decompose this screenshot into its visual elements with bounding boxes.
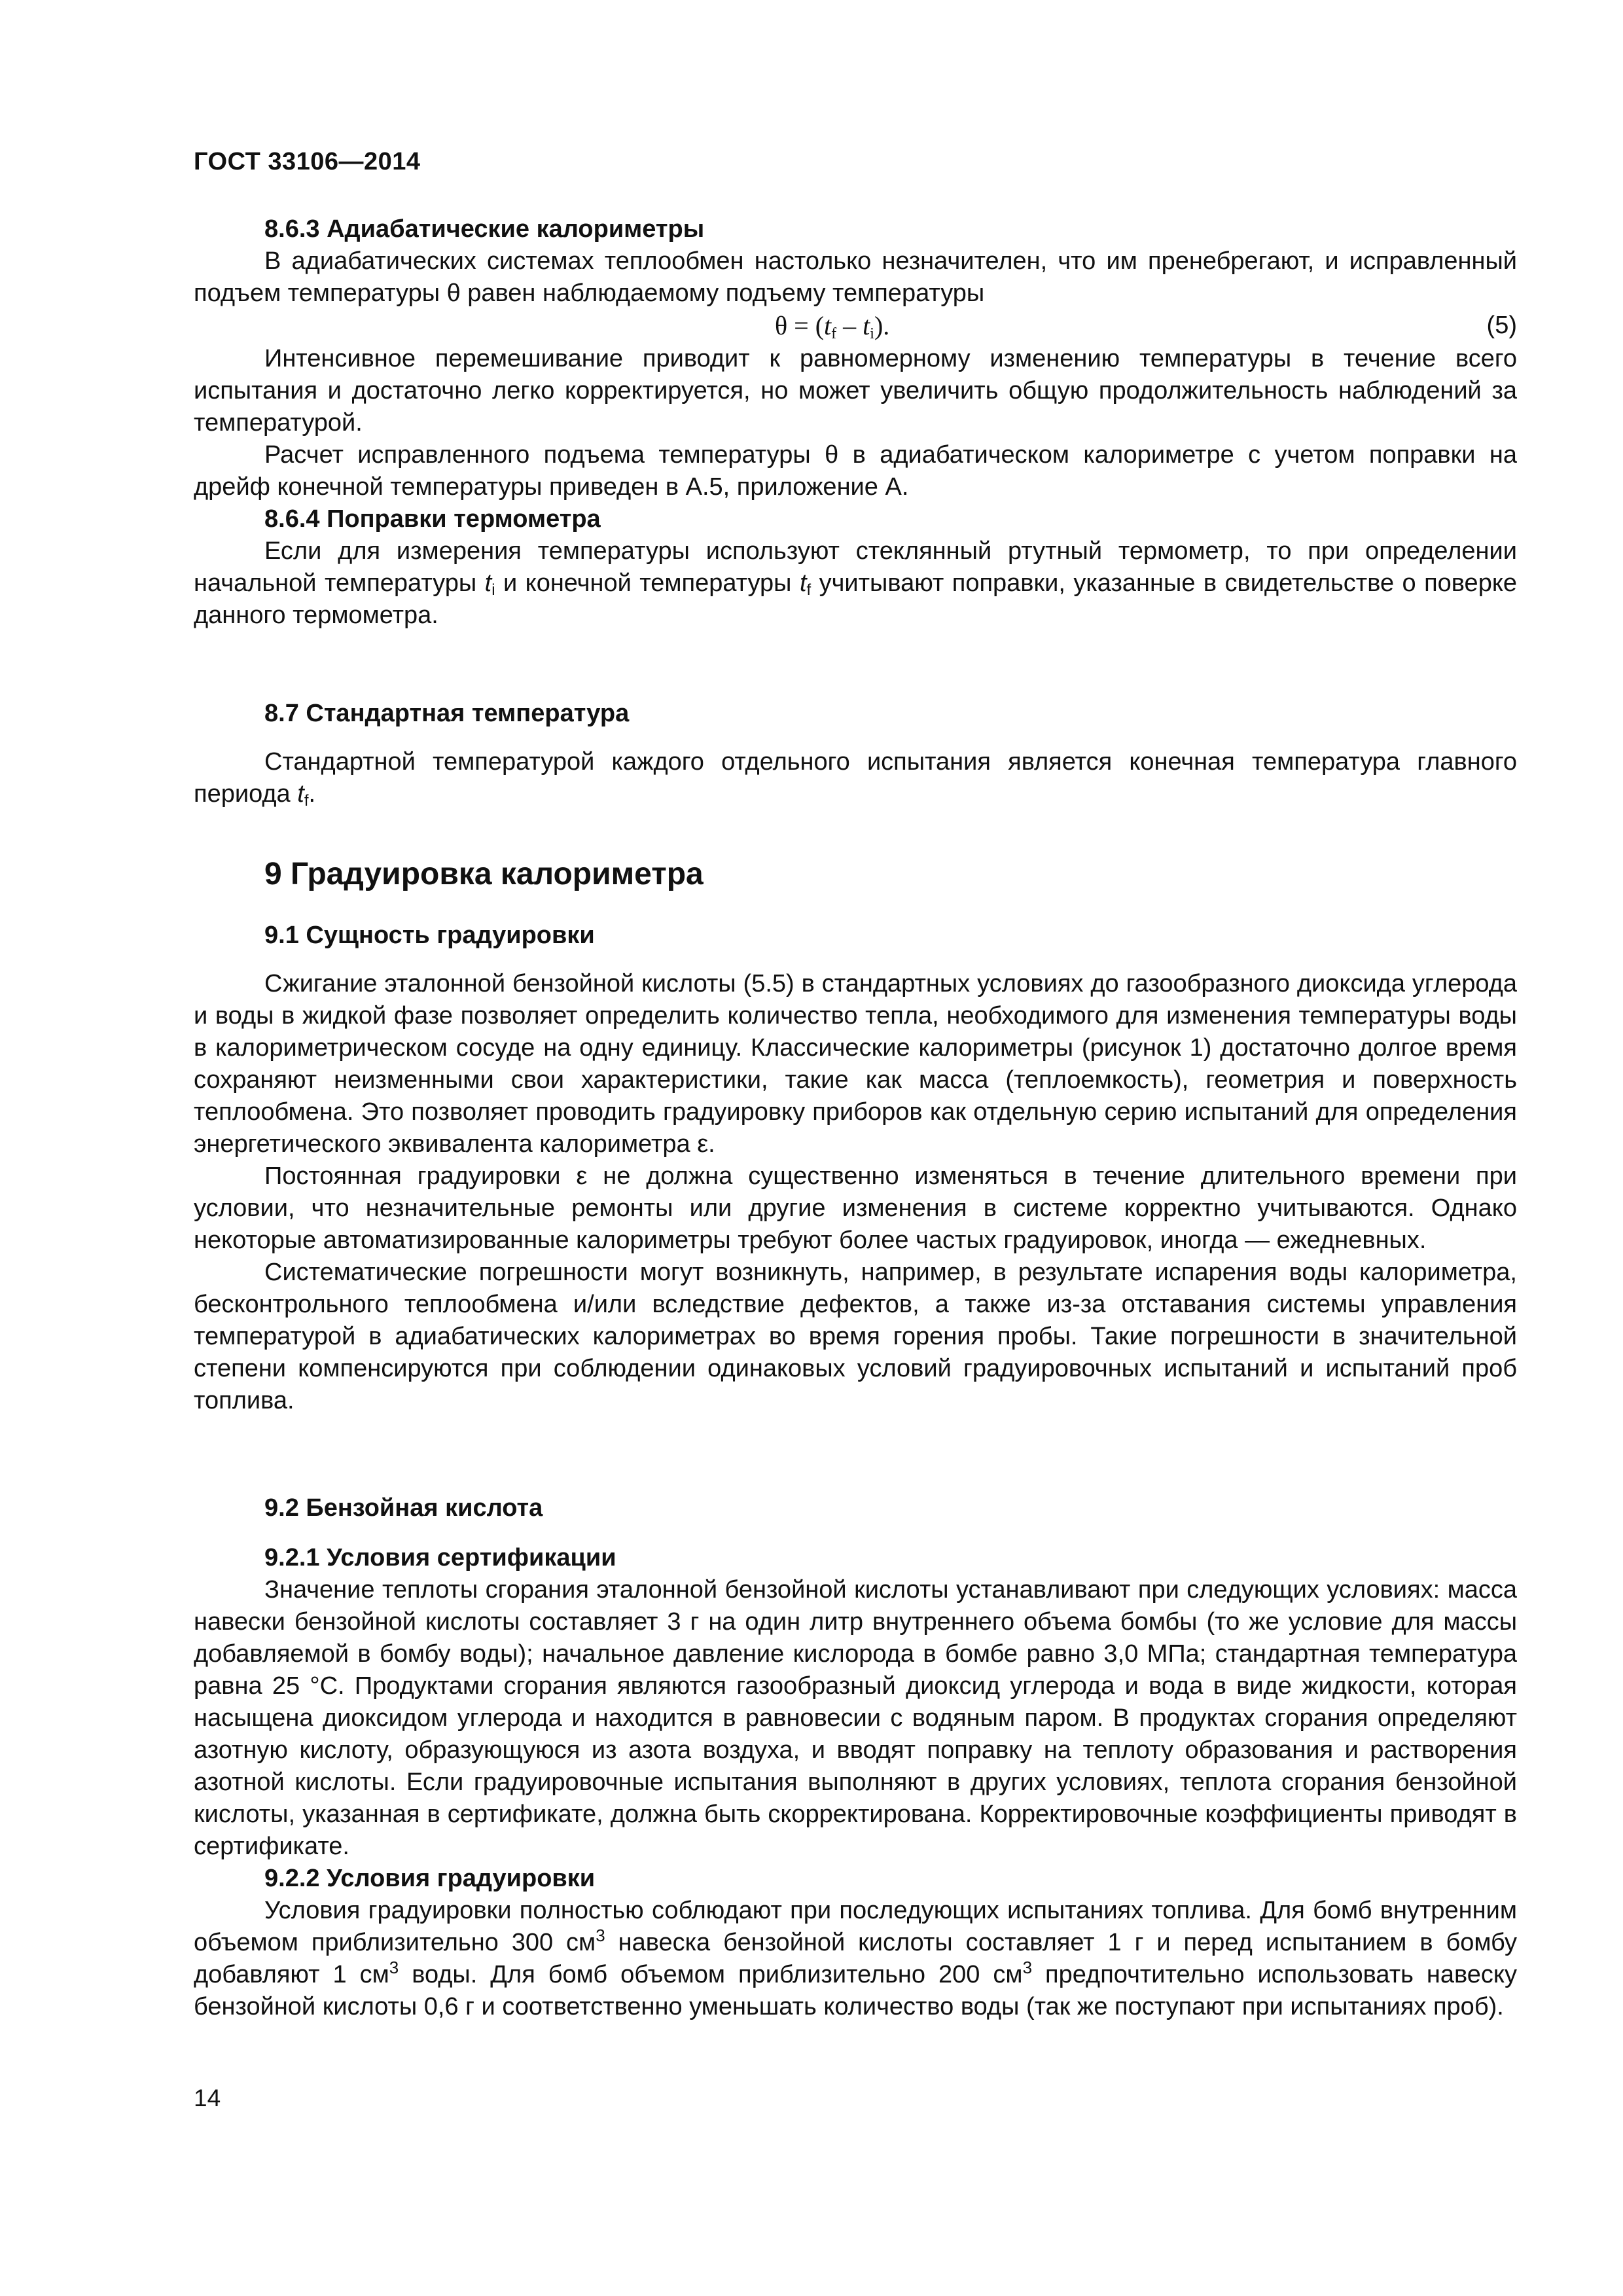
paragraph: Интенсивное перемешивание приводит к равномерному изменению температуры в течение всего испытания и достаточно легко корректируется, но может увеличить общую продолжительность наблюдений за температурой. xyxy=(194,345,1517,437)
heading-8-7: 8.7 Стандартная температура xyxy=(264,700,630,727)
formula-number: (5) xyxy=(1486,312,1517,339)
heading-8-6-4: 8.6.4 Поправки термометра xyxy=(264,505,601,533)
heading-8-6-3: 8.6.3 Адиабатические калориметры xyxy=(264,215,705,243)
section-9 xyxy=(194,855,1517,894)
text-run: и конечной температуры xyxy=(503,569,792,597)
paragraph: Если для измерения температуры используют стеклянный ртутный термометр, то при определении начальной температуры $t_i$ и конечной температуры $t_f$ учитывают поправки, указанные в свидетельстве о поверке данного термометра. xyxy=(194,537,1518,629)
heading-9-1: 9.1 Сущность градуировки xyxy=(264,922,595,949)
text-run: Условия градуировки полностью соблюдают при последующих испытаниях топлива. Для бомб внутренним объемом приблизительно 300 см xyxy=(194,1897,1517,1956)
paragraph: Значение теплоты сгорания эталонной бензойной кислоты устанавливают при следующих условиях: масса навески бензойной кислоты составляет 3 г на один литр внутреннего объема бомбы (то же условие для массы добавляемой в бомбу воды); начальное давление кислорода в бомбе равно 3,0 МПа; стандартная температура равна 25 °С. Продуктами сгорания являются газообразный диоксид углерода и вода в виде жидкости, которая насыщена диоксидом углерода и находится в равновесии с водяным паром. В продуктах сгорания определяют азотную кислоту, образующуюся из азота воздуха, и вводят поправку на теплоту образования и растворения азотной кислоты. Если градуировочные испытания выполняют в других условиях, теплота сгорания бензойной кислоты, указанная в сертификате, должна быть скорректирована. Корректировочные коэффициенты приводят в сертификате. xyxy=(194,1576,1517,1860)
document-header: ГОСТ 33106—2014 xyxy=(194,148,421,175)
text-run: Если для измерения температуры используют стеклянный ртутный термометр, то при определении начальной температуры xyxy=(194,537,1517,597)
paragraph: В адиабатических системах теплообмен настолько незначителен, что им пренебрегают, и исправленный подъем температуры θ равен наблюдаемому подъему температуры xyxy=(194,247,1517,307)
text-run: навеска бензойной кислоты составляет 1 г и перед испытанием в бомбу добавляют 1 см xyxy=(194,1929,1517,1988)
section-8-7 xyxy=(194,698,1517,810)
heading-9-2-1: 9.2.1 Условия сертификации xyxy=(264,1544,616,1571)
formula-5 xyxy=(194,310,1517,342)
formula-expression: $\theta = (t_f - t_i)$. xyxy=(775,311,890,342)
paragraph: Стандартной температурой каждого отдельного испытания является конечная температура главного периода $t_f$. xyxy=(194,748,1517,810)
text-run: учитывают поправки, указанные в свидетельстве о поверке данного термометра. xyxy=(194,569,1518,629)
paragraph: Условия градуировки полностью соблюдают при последующих испытаниях топлива. Для бомб внутренним объемом приблизительно 300 $см^3$ навеска бензойной кислоты составляет 1 г и перед испытанием в бомбу добавляют 1 $см^3$ воды. Для бомб объемом приблизительно 200 $см^3$ предпочтительно использовать навеску бензойной кислоты 0,6 г и соответственно уменьшать количество воды (так же поступают при испытаниях проб). xyxy=(194,1897,1517,2020)
text-run: предпочтительно использовать навеску бензойной кислоты 0,6 г и соответственно уменьшать количество воды (так же поступают при испытаниях проб). xyxy=(194,1961,1517,2020)
section-9-2 xyxy=(194,1492,1517,1524)
paragraph: Расчет исправленного подъема температуры θ в адиабатическом калориметре с учетом поправки на дрейф конечной температуры приведен в А.5, приложение А. xyxy=(194,441,1517,501)
heading-9-2-2: 9.2.2 Условия градуировки xyxy=(264,1865,596,1892)
heading-9-2: 9.2 Бензойная кислота xyxy=(264,1494,543,1522)
text-run: воды. Для бомб объемом приблизительно 200 см xyxy=(399,1961,1023,1988)
paragraph: Систематические погрешности могут возникнуть, например, в результате испарения воды калориметра, бесконтрольного теплообмена и/или вследствие дефектов, а также из-за отставания системы управления температурой в адиабатических калориметрах во время горения пробы. Такие погрешности в значительной степени компенсируются при соблюдении одинаковых условий градуировочных испытаний и испытаний проб топлива. xyxy=(194,1259,1517,1414)
heading-9: 9 Градуировка калориметра xyxy=(264,857,704,891)
paragraph: Постоянная градуировки ε не должна существенно изменяться в течение длительного времени при условии, что незначительные ремонты или другие изменения в системе корректно учитываются. Однако некоторые автоматизированные калориметры требуют более частых градуировок, иногда — ежедневных. xyxy=(194,1162,1517,1254)
page-number: 14 xyxy=(194,2085,221,2111)
section-9-1 xyxy=(194,920,1517,1417)
paragraph: Сжигание эталонной бензойной кислоты (5.5) в стандартных условиях до газообразного диоксида углерода и воды в жидкой фазе позволяет определить количество тепла, необходимого для изменения температуры воды в калориметрическом сосуде на одну единицу. Классические калориметры (рисунок 1) достаточно долгое время сохраняют неизменными свои характеристики, такие как масса (теплоемкость), геометрия и поверхность теплообмена. Это позволяет проводить градуировку приборов как отдельную серию испытаний для определения энергетического эквивалента калориметра ε. xyxy=(194,970,1517,1158)
section-8-6-3 xyxy=(194,213,1517,632)
section-9-2-1 xyxy=(194,1542,1517,2023)
text-run: Стандартной температурой каждого отдельного испытания является конечная температура главного периода xyxy=(194,748,1517,808)
